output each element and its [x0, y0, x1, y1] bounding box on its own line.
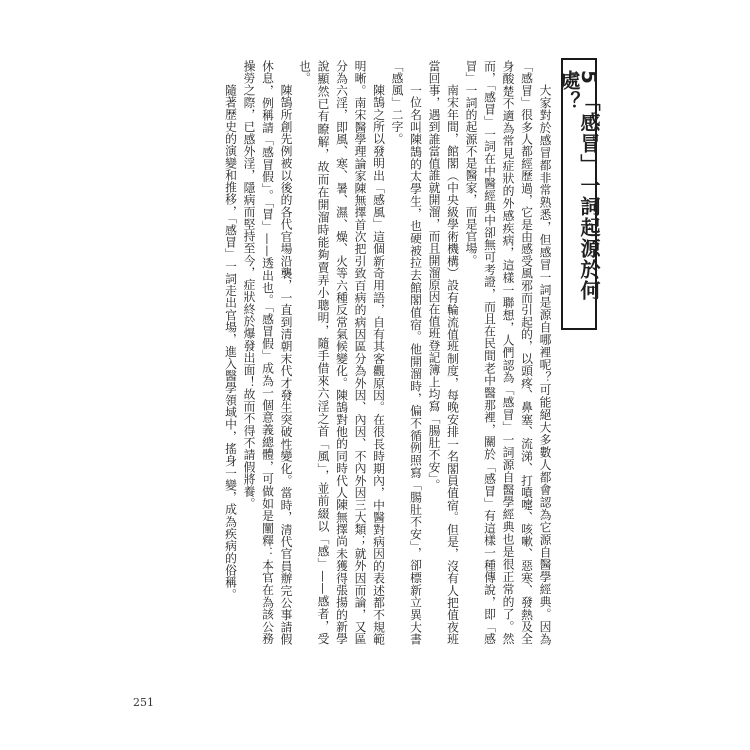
paragraph-4: 陳鵠之所以發明出「感風」這個新奇用語，自有其客觀原因。在很長時期內，中醫對病因的表述都不規範明晰。南宋醫學理論家陳無擇首次把引致百病的病因區分為外因、內因、不內外因三大類；就外因而論，又區分為六淫，即風、寒、暑、濕、燥、火等六種反常氣候變化。陳鵠對他的同時代人陳無擇尚未獲得張揚的新學說顯然已有瞭解，故而在開溜時能夠賣弄小聰明，隨手借來六淫之首「風」，並前綴以「感」——感者，受也。 — [297, 60, 386, 645]
section-number: 5 — [577, 70, 601, 85]
paragraph-2: 南宋年間，館閣（中央級學術機構）設有輪流值班制度，每晚安排一名閣員值宿。但是，沒有人把值夜班當回事，遇到誰當值誰就開溜，而且開溜原因在值班登記簿上均寫「腸肚不安」。 — [427, 60, 460, 645]
section-title — [559, 70, 599, 328]
section-title-text: 「感冒」一詞起源於何處？ — [557, 70, 601, 301]
page-number: 251 — [133, 696, 154, 709]
section-title-box — [557, 58, 601, 330]
paragraph-3: 一位名叫陳鵠的太學生，也硬被拉去館閣值宿。他開溜時，偏不循例照寫「腸肚不安」，卻標新立異大書「感風」二字。 — [390, 60, 423, 645]
paragraph-6: 隨著歷史的演變和推移，「感冒」一詞走出官場，進入醫學領域中，搖身一變，成為疾病的俗稱。 — [223, 83, 238, 601]
body-text — [134, 60, 554, 645]
paragraph-5: 陳鵠所創先例被以後的各代官場沿襲，一直到清朝末代才發生突破性變化。當時，清代官員辦完公事請假休息，例稱請「感冒假」。「冒」——透出也。「感冒假」成為一個意義總體，可做如是闡釋：本官在為該公務操勞之際，已感外淫，隱病而堅持至今，症狀終於爆發出面！故而不得不請假將養。 — [242, 60, 293, 645]
paragraph-1: 大家對於感冒都非常熟悉，但感冒一詞是源自哪裡呢？可能絕大多數人都會認為它源自醫學經典。因為「感冒」很多人都經歷過，它是由感受風邪而引起的，以頭疼、鼻塞、流涕、打噴嚏、咳嗽、惡寒、發熱及全身酸楚不適為常見症狀的外感疾病，這樣一聯想，人們認為「感冒」一詞源自醫學經典也是很正常的了。然而，「感冒」一詞在中醫經典中卻無可考證，而且在民間老中醫那裡，關於「感冒」有這樣一種傳說，即「感冒」一詞的起源不是醫家，而是官場。 — [464, 60, 552, 645]
